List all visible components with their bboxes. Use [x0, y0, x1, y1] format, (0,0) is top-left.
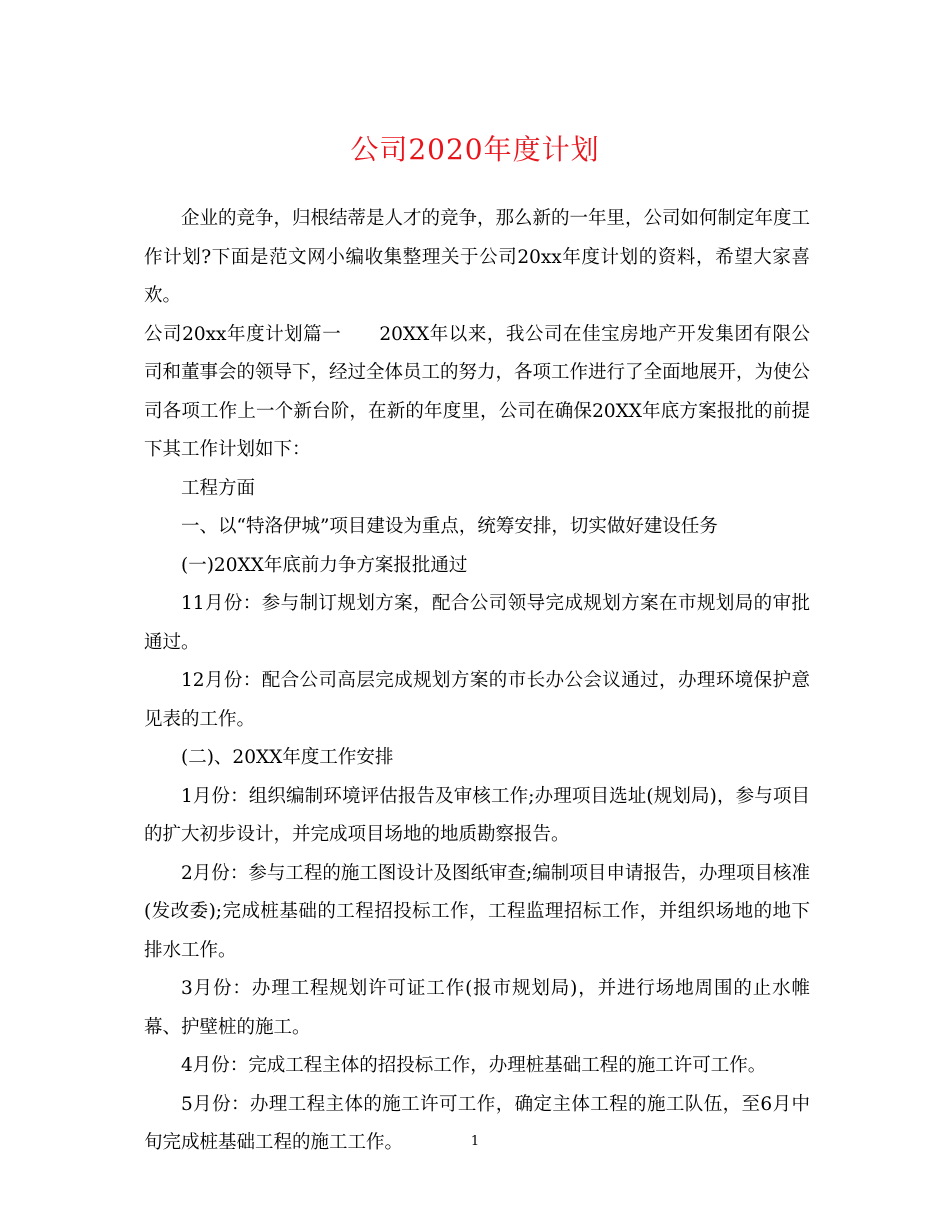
paragraph-january: 1月份：组织编制环境评估报告及审核工作;办理项目选址(规划局)，参与项目的扩大初步设计，并完成项目场地的地质勘察报告。: [144, 785, 810, 845]
paragraph-intro: 企业的竞争，归根结蒂是人才的竞争，那么新的一年里，公司如何制定年度工作计划?下面是范文网小编收集整理关于公司20xx年度计划的资料，希望大家喜欢。: [144, 208, 811, 306]
paragraph-december: 12月份：配合公司高层完成规划方案的市长办公会议通过，办理环境保护意见表的工作。: [144, 670, 810, 730]
paragraph-may: 5月份：办理工程主体的施工许可工作，确定主体工程的施工队伍，至6月中旬完成桩基础工程的施工工作。: [144, 1093, 810, 1153]
paragraph-section-one-heading: 一、以“特洛伊城”项目建设为重点，统筹安排，切实做好建设任务: [181, 516, 718, 537]
paragraph-february: 2月份：参与工程的施工图设计及图纸审查;编制项目申请报告，办理项目核准(发改委);完成桩基础的工程招投标工作，工程监理招标工作，并组织场地的地下排水工作。: [144, 862, 810, 961]
paragraph-april: 4月份：完成工程主体的招投标工作，办理桩基础工程的施工许可工作。: [181, 1055, 767, 1076]
document-body: [144, 200, 810, 1163]
document-title: 公司2020年度计划: [350, 133, 600, 166]
paragraph-subsection-one-heading: (一)20XX年底前力争方案报批通过: [181, 554, 468, 576]
paragraph-plan-part-one: 公司20xx年度计划篇一 20XX年以来，我公司在佳宝房地产开发集团有限公司和董事会的领导下，经过全体员工的努力，各项工作进行了全面地展开，为使公司各项工作上一个新台阶，在新的年度里，公司在确保20XX年底方案报批的前提下其工作计划如下：: [144, 323, 811, 460]
paragraph-march: 3月份：办理工程规划许可证工作(报市规划局)，并进行场地周围的止水帷幕、护壁桩的施工。: [144, 978, 810, 1038]
page-number: 1: [470, 1134, 480, 1149]
paragraph-engineering-heading: 工程方面: [181, 477, 256, 499]
paragraph-subsection-two-heading: (二)、20XX年度工作安排: [181, 747, 394, 768]
paragraph-november: 11月份：参与制订规划方案，配合公司领导完成规划方案在市规划局的审批通过。: [144, 593, 810, 653]
